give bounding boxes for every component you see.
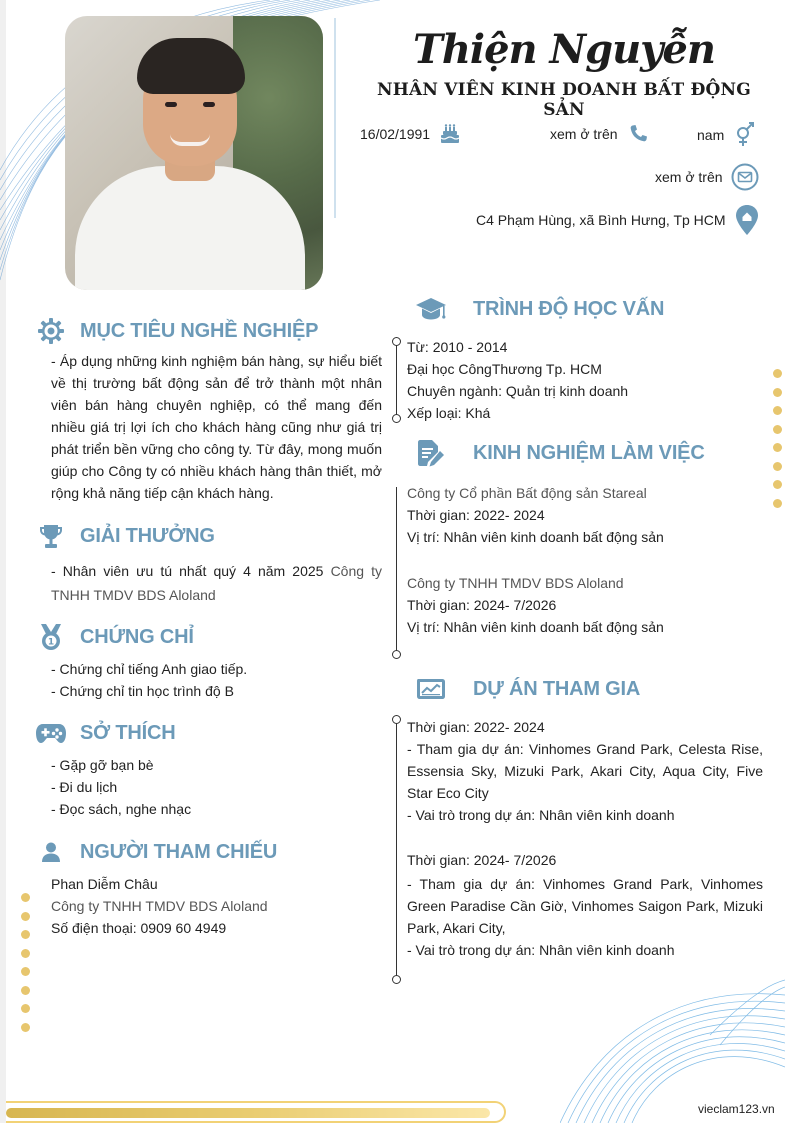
timeline-dot (392, 414, 401, 423)
trophy-icon (34, 521, 68, 551)
hobbies-header (34, 718, 175, 748)
experience-list (407, 482, 767, 638)
education-major: Chuyên ngành: Quản trị kinh doanh (407, 383, 629, 399)
birthday-text: 16/02/1991 (360, 126, 431, 142)
hobbies-title: SỞ THÍCH (80, 721, 176, 744)
award-item: - Nhân viên ưu tú nhất quý 4 năm 2025 (51, 563, 324, 579)
cake-icon (438, 122, 462, 146)
timeline-dot (392, 650, 401, 659)
chart-icon (414, 674, 448, 704)
project-desc: - Tham gia dự án: Vinhomes Grand Park, Vinhomes Green Paradise Cần Giờ, Vinhomes Saigon Park, Mizuki Park, Akari City, (407, 876, 763, 936)
address-info (476, 204, 760, 236)
project-entry (407, 716, 763, 826)
education-grade: Xếp loại: Khá (407, 405, 491, 421)
project-time: Thời gian: 2022- 2024 (407, 719, 545, 735)
awards-text (51, 559, 382, 607)
dots-decoration-right (773, 369, 782, 508)
reference-name: Phan Diễm Châu (51, 876, 158, 892)
timeline-dot (392, 975, 401, 984)
timeline-dot (392, 715, 401, 724)
project-time: Thời gian: 2024- 7/2026 (407, 852, 557, 868)
job-time: Thời gian: 2024- 7/2026 (407, 597, 557, 613)
awards-header (34, 521, 215, 551)
certificates-header (34, 622, 194, 652)
job-company: Công ty Cổ phần Bất động sản Stareal (407, 485, 647, 501)
experience-header (414, 438, 705, 468)
objective-header (34, 316, 318, 346)
experience-title: KINH NGHIỆM LÀM VIỆC (473, 441, 705, 464)
project-role: - Vai trò trong dự án: Nhân viên kinh doanh (407, 807, 675, 823)
medal-icon (34, 622, 68, 652)
certificate-item: - Chứng chỉ tin học trình độ B (51, 683, 234, 699)
job-title: NHÂN VIÊN KINH DOANH BẤT ĐỘNG SẢN (377, 80, 751, 120)
objective-title: MỤC TIÊU NGHỀ NGHIỆP (80, 319, 319, 342)
header-divider (334, 18, 336, 218)
phone-icon (626, 122, 650, 146)
person-icon (34, 837, 68, 867)
reference-details (51, 873, 382, 939)
certificates-title: CHỨNG CHỈ (80, 625, 194, 648)
location-icon (734, 204, 760, 236)
certificate-item: - Chứng chỉ tiếng Anh giao tiếp. (51, 661, 248, 677)
gender-icon (732, 122, 756, 148)
phone-info (550, 122, 650, 146)
reference-company: Công ty TNHH TMDV BDS Aloland (51, 898, 268, 914)
award-company: Công ty TNHH TMDV BDS Aloland (51, 563, 383, 603)
project-role: - Vai trò trong dự án: Nhân viên kinh doanh (407, 942, 675, 958)
left-border (0, 0, 6, 1123)
education-timeline (396, 341, 397, 419)
document-edit-icon (414, 438, 448, 468)
hobbies-list (51, 754, 382, 820)
graduation-cap-icon (414, 294, 448, 324)
job-position: Vị trí: Nhân viên kinh doanh bất động sản (407, 529, 664, 545)
reference-header (34, 837, 277, 867)
education-school: Đại học CôngThương Tp. HCM (407, 361, 602, 377)
awards-title: GIẢI THƯỞNG (80, 524, 215, 547)
reference-phone: Số điện thoại: 0909 60 4949 (51, 920, 227, 936)
certificates-list (51, 658, 382, 702)
profile-photo (65, 16, 323, 290)
gender-info (697, 122, 756, 148)
reference-title: NGƯỜI THAM CHIẾU (80, 840, 278, 863)
projects-timeline (396, 720, 397, 979)
education-title: TRÌNH ĐỘ HỌC VẤN (473, 297, 665, 320)
footer-bar (6, 1108, 490, 1118)
svg-text:1: 1 (47, 637, 55, 648)
projects-header (414, 674, 640, 704)
gear-icon (34, 316, 68, 346)
hobby-item: - Đọc sách, nghe nhạc (51, 801, 192, 817)
website-link[interactable]: vieclam123.vn (698, 1102, 775, 1116)
objective-text: - Áp dụng những kinh nghiệm bán hàng, sự hiểu biết về thị trường bất động sản để trở thành một nhân viên bán hàng chuyên nghiệp, có thể mang đến nhiều giá trị lợi ích cho khách hàng cũng như giá trị phát triển bền vững cho công ty. Từ đây, mong muốn giúp cho Công ty có nhiều khách hàng thân thiết, mở rộng khả năng tiếp cận khách hàng. (51, 353, 382, 501)
experience-timeline (396, 487, 397, 654)
email-text: xem ở trên (655, 169, 723, 185)
education-period: Từ: 2010 - 2014 (407, 339, 508, 355)
address-text: C4 Phạm Hùng, xã Bình Hưng, Tp HCM (476, 212, 726, 228)
hobby-item: - Gặp gỡ bạn bè (51, 757, 154, 773)
dots-decoration-left (21, 893, 30, 1032)
hobby-item: - Đi du lịch (51, 779, 118, 795)
projects-title: DỰ ÁN THAM GIA (473, 677, 641, 700)
email-info (655, 163, 759, 191)
mail-icon (731, 163, 759, 191)
timeline-dot (392, 337, 401, 346)
candidate-name: Thiện Nguyễn (413, 26, 715, 73)
phone-text: xem ở trên (550, 126, 618, 142)
job-entry (407, 572, 767, 638)
education-details (407, 336, 767, 424)
birthday-info (360, 122, 462, 146)
gender-text: nam (697, 127, 725, 143)
gamepad-icon (34, 718, 68, 748)
job-entry (407, 482, 767, 548)
project-desc: - Tham gia dự án: Vinhomes Grand Park, Celesta Rise, Essensia Sky, Mizuki Park, Akari City, Aqua City, Five Star Eco City (407, 741, 763, 801)
projects-list (407, 716, 763, 961)
wave-decoration-bottom (560, 975, 785, 1123)
project-entry (407, 849, 763, 961)
job-company: Công ty TNHH TMDV BDS Aloland (407, 575, 624, 591)
job-time: Thời gian: 2022- 2024 (407, 507, 545, 523)
job-position: Vị trí: Nhân viên kinh doanh bất động sản (407, 619, 664, 635)
education-header (414, 294, 664, 324)
